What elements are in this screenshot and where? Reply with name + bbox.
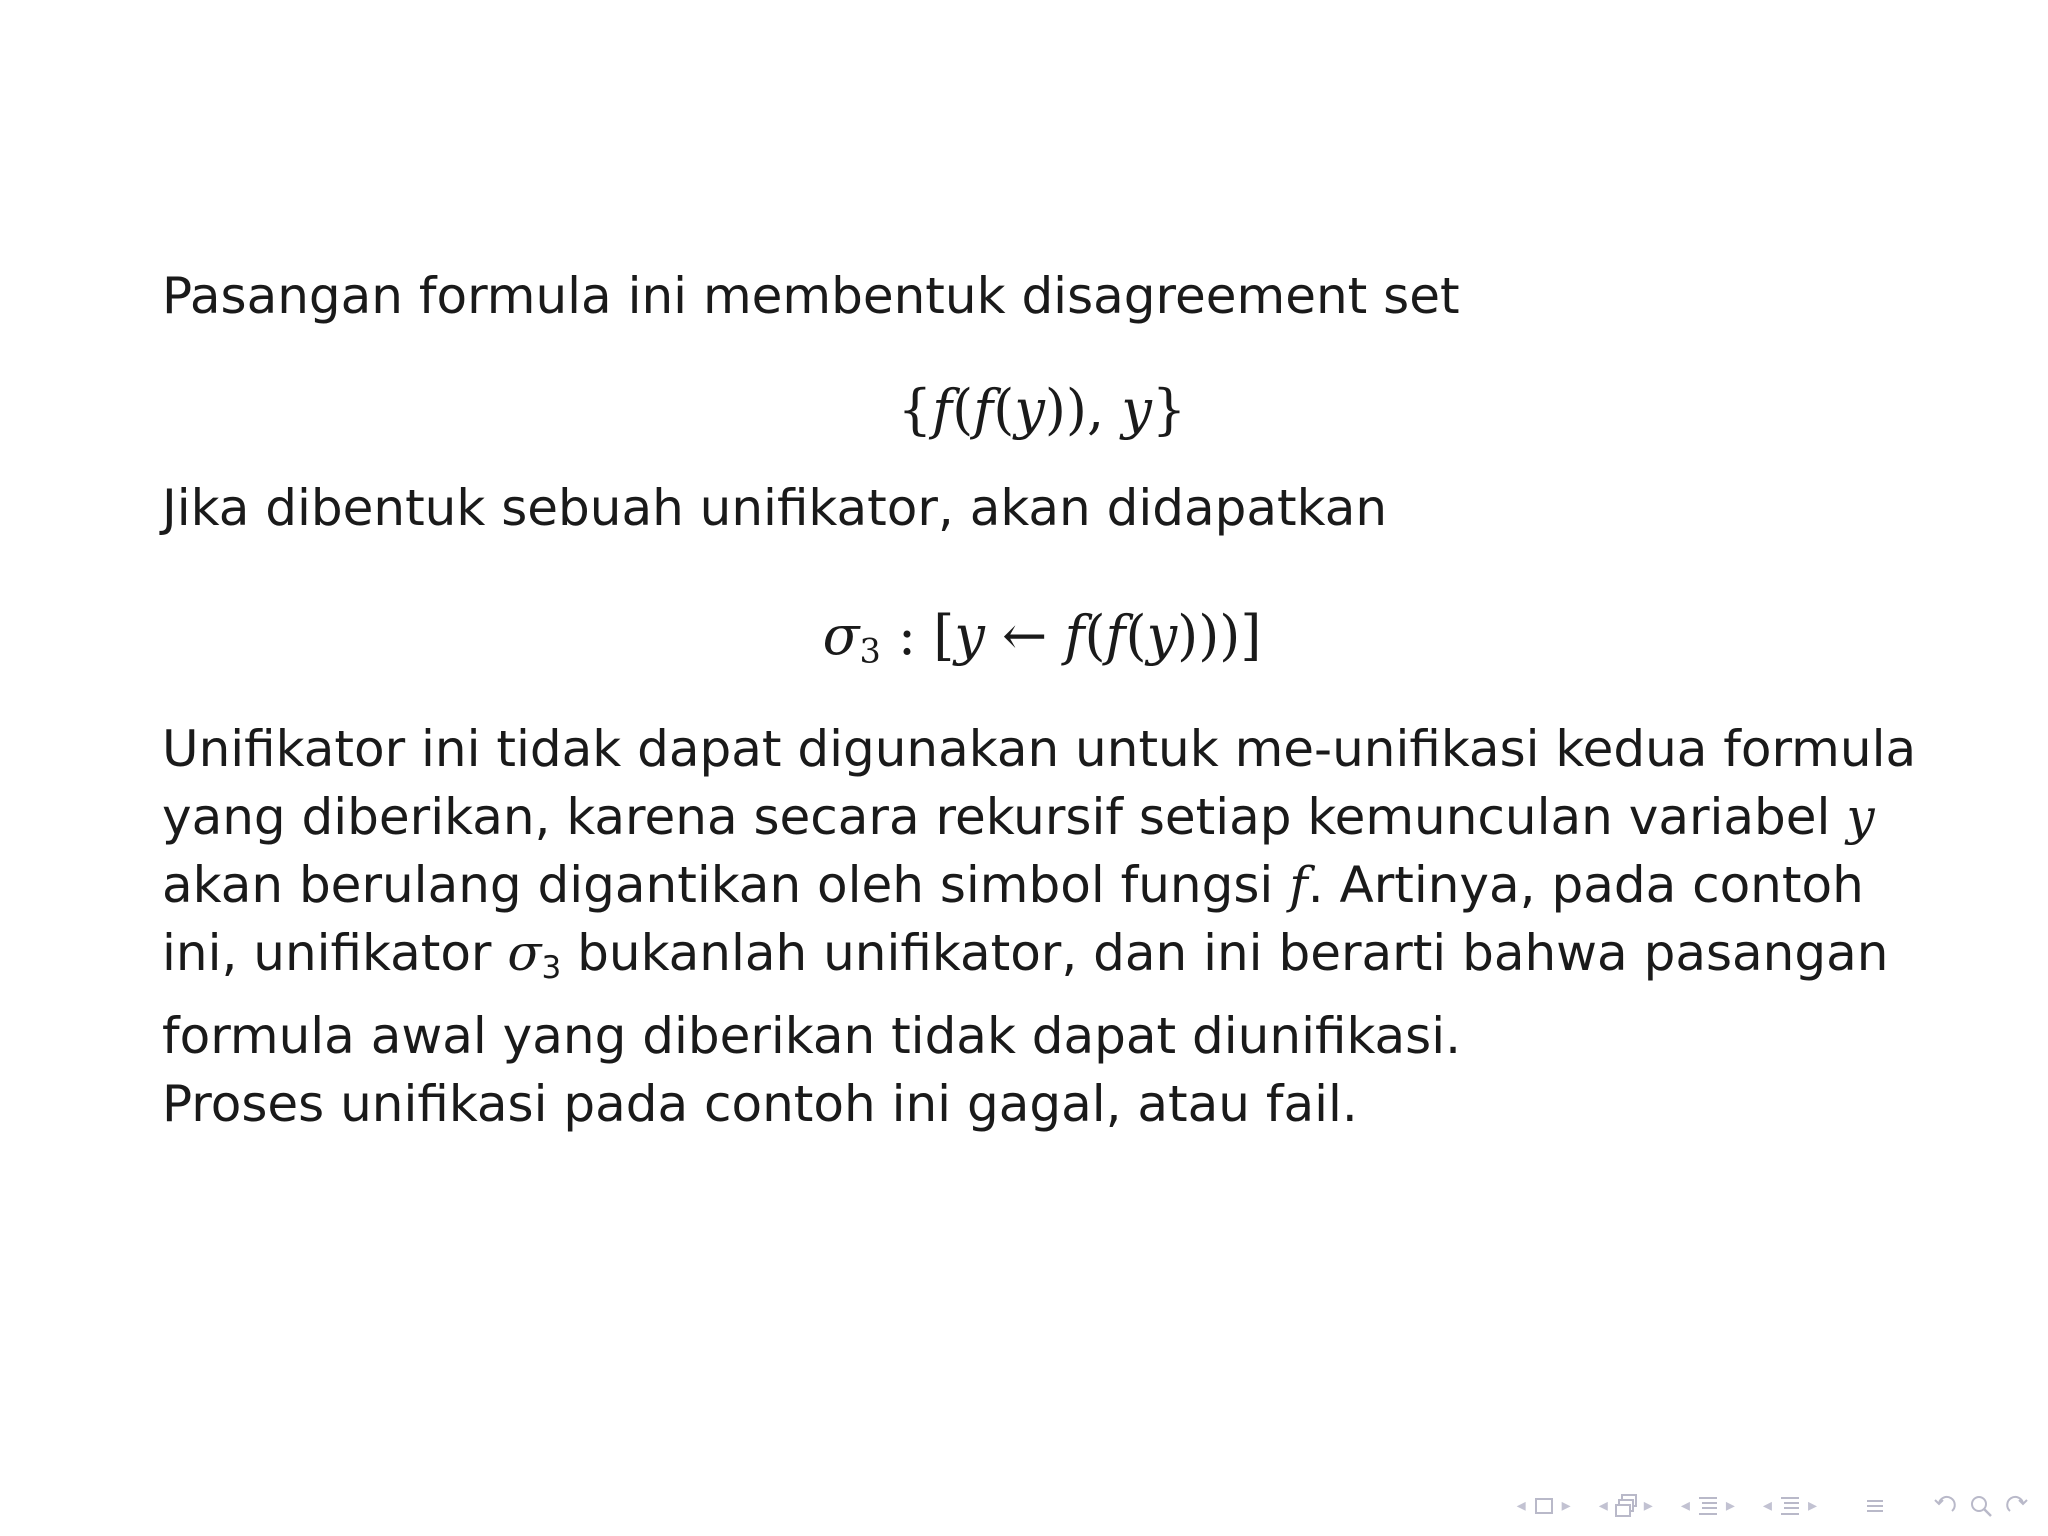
substitution-prefix: : [ xyxy=(880,604,955,667)
presentation-next-icon[interactable]: ▸ xyxy=(1807,1495,1817,1516)
explanation-paragraph xyxy=(162,715,1922,1070)
section-next-icon[interactable]: ▸ xyxy=(1725,1495,1735,1516)
subsection-nav-group xyxy=(1596,1491,1656,1521)
explanation-sigma-subscript: 3 xyxy=(541,950,562,987)
find-icon[interactable] xyxy=(1860,1491,1890,1521)
sigma-symbol: σ xyxy=(822,604,860,667)
set-function-f-inner: f xyxy=(973,378,994,441)
set-close-brace: } xyxy=(1151,378,1187,441)
substitution-variable-y-inner: y xyxy=(1146,604,1178,667)
section-nav-group xyxy=(1678,1491,1738,1521)
frame-icon[interactable] xyxy=(1529,1491,1559,1521)
search-icon[interactable] xyxy=(1966,1491,1996,1521)
set-paren-1: ( xyxy=(952,378,974,441)
explanation-text-4: bukanlah unifikator, dan ini berarti bahwa pasangan formula awal yang diberikan tidak dapat diunifikasi. xyxy=(162,924,1889,1066)
slide-content xyxy=(162,262,1922,1138)
intro-paragraph xyxy=(162,262,1922,330)
explanation-text-1: Unifikator ini tidak dapat digunakan untuk me-unifikasi kedua formula yang diberikan, karena secara rekursif setiap kemunculan variabel xyxy=(162,720,1917,847)
section-icon[interactable] xyxy=(1693,1491,1723,1521)
explanation-function-f: f xyxy=(1289,856,1308,915)
substitution-variable-y: y xyxy=(954,604,985,667)
presentation-icon[interactable] xyxy=(1775,1491,1805,1521)
back-icon[interactable] xyxy=(1930,1491,1960,1521)
substitution-function-f-outer: f xyxy=(1064,604,1085,667)
explanation-sigma-symbol: σ xyxy=(507,924,542,983)
unifier-paragraph xyxy=(162,474,1922,542)
set-variable-y-2: y xyxy=(1121,378,1152,441)
unifier-text: Jika dibentuk sebuah unifikator, akan didapatkan xyxy=(162,479,1388,537)
substitution-function-f-inner: f xyxy=(1105,604,1126,667)
conclusion-paragraph xyxy=(162,1070,1922,1138)
explanation-text-3: . Artinya, pada contoh ini, unifikator xyxy=(162,856,1864,983)
subsection-next-icon[interactable]: ▸ xyxy=(1643,1495,1653,1516)
set-close-parens: )), xyxy=(1044,378,1105,441)
disagreement-set-formula xyxy=(162,374,1922,446)
substitution-formula xyxy=(162,600,1922,687)
frame-prev-icon[interactable]: ◂ xyxy=(1516,1495,1526,1516)
forward-icon[interactable] xyxy=(2002,1491,2032,1521)
set-open-brace: { xyxy=(897,378,933,441)
substitution-paren-1: ( xyxy=(1084,604,1106,667)
find-nav-group xyxy=(1860,1491,1890,1521)
conclusion-text: Proses unifikasi pada contoh ini gagal, atau fail. xyxy=(162,1075,1358,1134)
presentation-prev-icon[interactable]: ◂ xyxy=(1762,1495,1772,1516)
set-variable-y-1: y xyxy=(1014,378,1045,441)
substitution-paren-2: ( xyxy=(1125,604,1147,667)
substitution-close: )))] xyxy=(1177,604,1262,667)
set-function-f-outer: f xyxy=(932,378,953,441)
navigation-bar xyxy=(1492,1486,2032,1526)
subsection-prev-icon[interactable]: ◂ xyxy=(1598,1495,1608,1516)
frame-next-icon[interactable]: ▸ xyxy=(1561,1495,1571,1516)
left-arrow-symbol: ← xyxy=(984,604,1065,667)
set-paren-2: ( xyxy=(993,378,1015,441)
section-prev-icon[interactable]: ◂ xyxy=(1680,1495,1690,1516)
subsection-icon[interactable] xyxy=(1611,1491,1641,1521)
sigma-subscript: 3 xyxy=(859,631,881,671)
frame-nav-group xyxy=(1514,1491,1574,1521)
intro-text: Pasangan formula ini membentuk disagreement set xyxy=(162,267,1460,325)
presentation-nav-group xyxy=(1760,1491,1820,1521)
search-nav-group xyxy=(1930,1491,2032,1521)
explanation-text-2: akan berulang digantikan oleh simbol fungsi xyxy=(162,856,1290,915)
explanation-variable-y: y xyxy=(1846,788,1875,847)
